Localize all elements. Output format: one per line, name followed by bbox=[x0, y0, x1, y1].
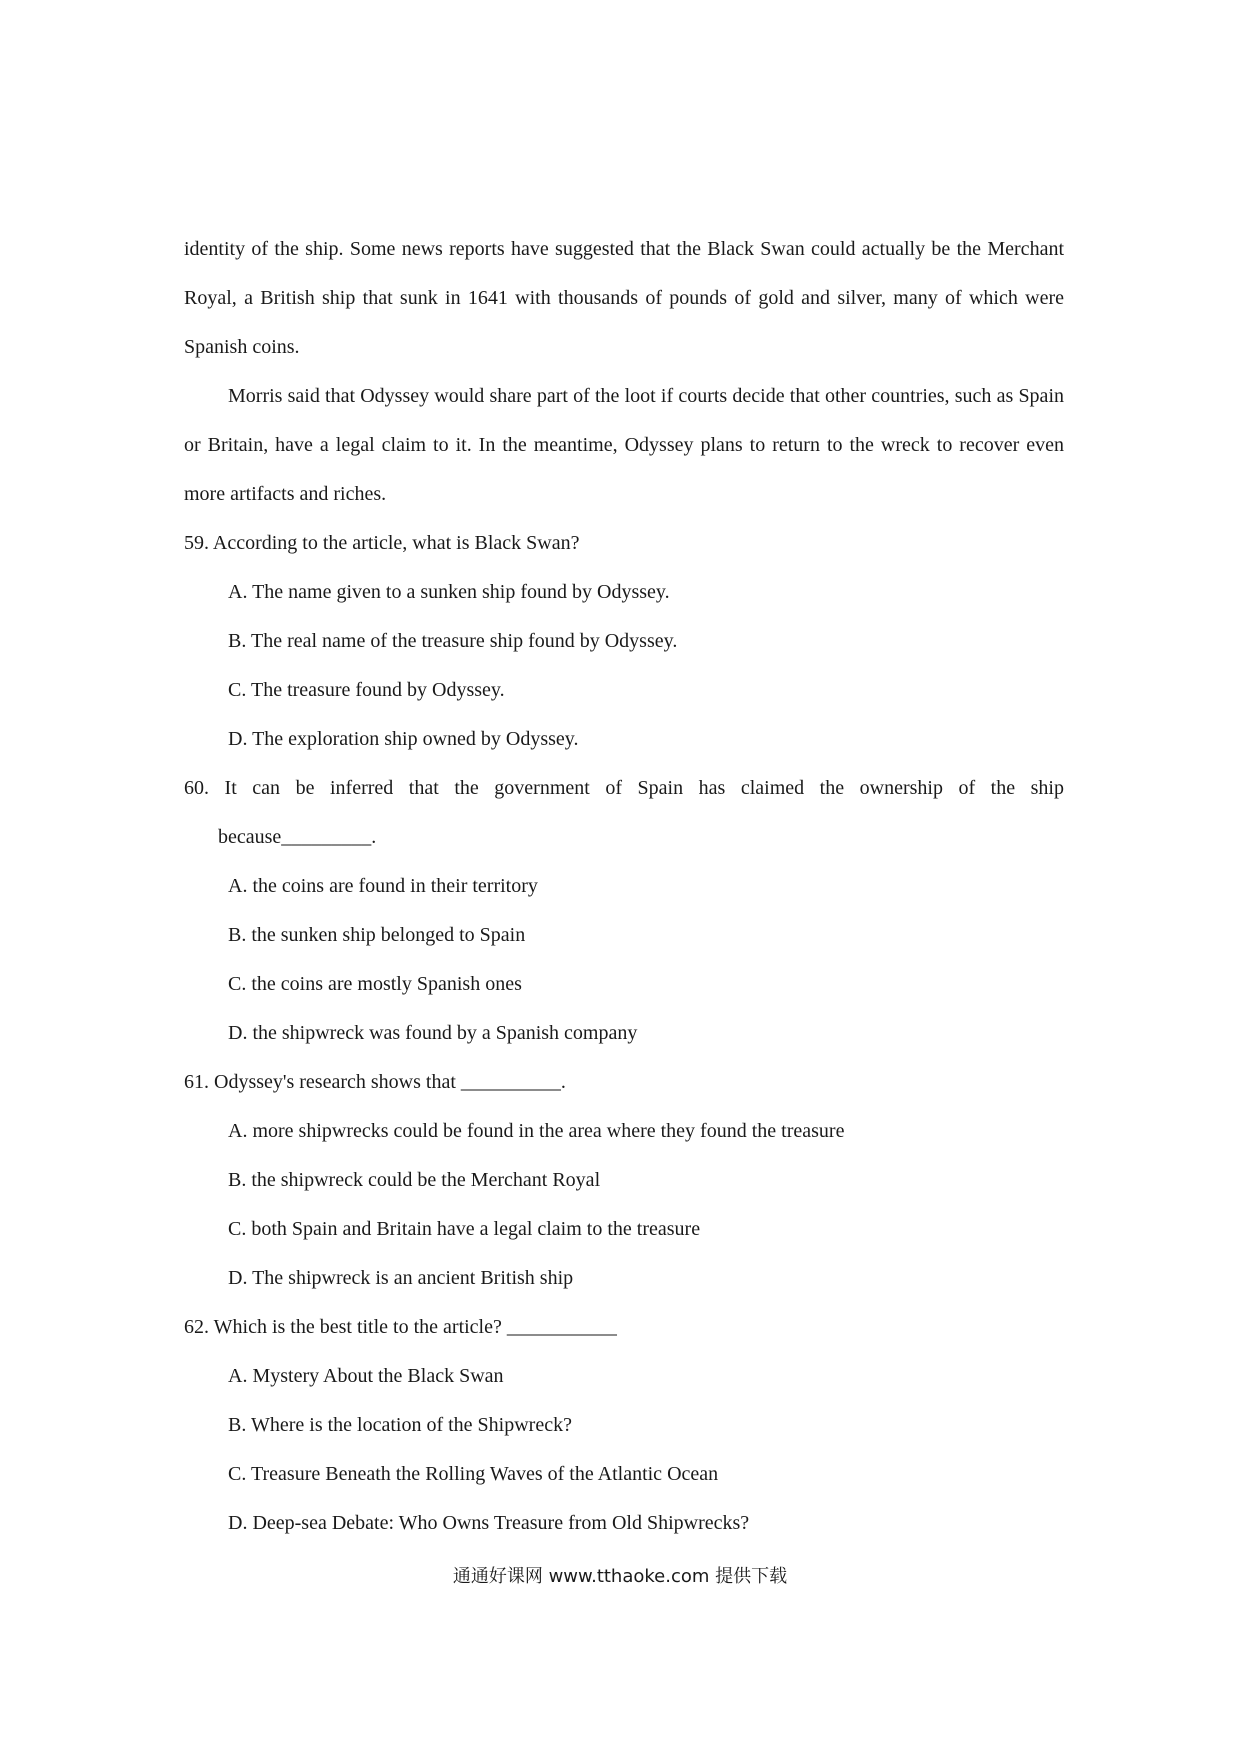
option-b: B. Where is the location of the Shipwreck? bbox=[228, 1414, 572, 1436]
question-60 bbox=[184, 764, 1064, 1058]
option-c: C. both Spain and Britain have a legal claim to the treasure bbox=[228, 1218, 701, 1240]
question-59 bbox=[184, 519, 1064, 764]
option-d: D. The exploration ship owned by Odyssey. bbox=[228, 728, 579, 750]
question-61 bbox=[184, 1058, 1064, 1303]
question-stem: 61. Odyssey's research shows that __________. bbox=[184, 1071, 566, 1093]
option-list bbox=[184, 568, 1064, 764]
option-d: D. The shipwreck is an ancient British ship bbox=[228, 1267, 574, 1289]
option-list bbox=[184, 1107, 1064, 1303]
option-a: A. more shipwrecks could be found in the area where they found the treasure bbox=[228, 1120, 845, 1142]
option-c: C. the coins are mostly Spanish ones bbox=[228, 973, 522, 995]
option-a: A. Mystery About the Black Swan bbox=[228, 1365, 504, 1387]
option-c: C. The treasure found by Odyssey. bbox=[228, 679, 505, 701]
option-list bbox=[184, 862, 1064, 1058]
page-footer: 通通好课网 www.tthaoke.com 提供下载 bbox=[452, 1566, 788, 1587]
option-b: B. The real name of the treasure ship found by Odyssey. bbox=[228, 630, 678, 652]
option-d: D. Deep-sea Debate: Who Owns Treasure from Old Shipwrecks? bbox=[228, 1512, 750, 1534]
option-list bbox=[184, 1352, 1064, 1548]
document-content bbox=[184, 225, 1064, 1548]
option-c: C. Treasure Beneath the Rolling Waves of the Atlantic Ocean bbox=[228, 1463, 719, 1485]
question-stem: 59. According to the article, what is Black Swan? bbox=[184, 532, 580, 554]
option-a: A. the coins are found in their territory bbox=[228, 875, 538, 897]
option-a: A. The name given to a sunken ship found by Odyssey. bbox=[228, 581, 670, 603]
question-stem: 62. Which is the best title to the article? ___________ bbox=[184, 1316, 617, 1338]
question-62 bbox=[184, 1303, 1064, 1548]
option-d: D. the shipwreck was found by a Spanish company bbox=[228, 1022, 638, 1044]
passage-paragraph-2: Morris said that Odyssey would share part of the loot if courts decide that other countries, such as Spain or Britain, have a legal claim to it. In the meantime, Odyssey plans to return to the wreck to recover even more artifacts and riches. bbox=[184, 385, 1064, 505]
option-b: B. the sunken ship belonged to Spain bbox=[228, 924, 526, 946]
question-stem-continuation: because_________. bbox=[218, 826, 377, 848]
passage-paragraph-1: identity of the ship. Some news reports have suggested that the Black Swan could actually be the Merchant Royal, a British ship that sunk in 1641 with thousands of pounds of gold and silver, many of which were Spanish coins. bbox=[184, 238, 1064, 358]
option-b: B. the shipwreck could be the Merchant Royal bbox=[228, 1169, 601, 1191]
question-stem: 60. It can be inferred that the government of Spain has claimed the ownership of the ship bbox=[184, 777, 1064, 799]
